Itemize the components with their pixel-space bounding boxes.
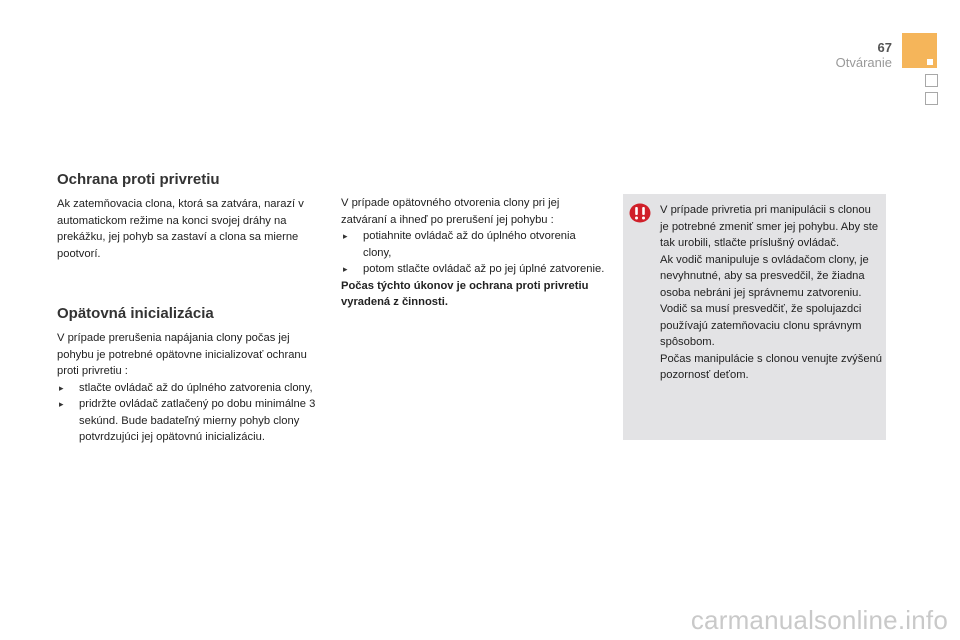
paragraph-reopening: V prípade opätovného otvorenia clony pri jej zatváraní a ihneď po prerušení jej pohybu :	[341, 197, 560, 226]
section-tab-active[interactable]	[902, 33, 937, 68]
list-item: ▸ stlačte ovládač až do úplného zatvorenia clony,	[57, 380, 320, 397]
page-number: 67	[877, 40, 892, 55]
paragraph-reinitialization: V prípade prerušenia napájania clony počas jej pohybu je potrebné opätovne inicializovať ochranu proti privretiu :	[57, 332, 307, 377]
bold-note: Počas týchto úkonov je ochrana proti privretiu vyradená z činnosti.	[341, 279, 589, 308]
warning-line: Vodič sa musí presvedčiť, že spolujazdci používajú zatemňovaciu clonu správnym spôsobom.	[660, 303, 862, 348]
tab-marker	[927, 59, 933, 65]
section-tab[interactable]	[925, 74, 938, 87]
warning-line: V prípade privretia pri manipulácii s clonou je potrebné zmeniť smer jej pohybu. Aby ste tak urobili, stlačte príslušný ovládač.	[660, 204, 879, 249]
left-column	[57, 170, 320, 446]
warning-line: Ak vodič manipuluje s ovládačom clony, je nevyhnutné, aby sa presvedčil, že žiadna osoba nebráni jej správnemu zatvoreniu.	[660, 253, 869, 299]
list-item: ▸ pridržte ovládač zatlačený po dobu minimálne 3 sekúnd. Bude badateľný mierny pohyb clony potvrdzujúci jej opätovnú inicializáciu.	[57, 396, 320, 446]
watermark: carmanualsonline.info	[690, 605, 948, 635]
list-item: ▸ potom stlačte ovládač až po jej úplné zatvorenie.	[341, 261, 606, 278]
reinitialization-steps	[57, 380, 320, 446]
section-title: Otváranie	[835, 55, 892, 70]
warning-line: Počas manipulácie s clonou venujte zvýšenú pozornosť deťom.	[660, 352, 883, 381]
reopening-steps	[341, 228, 606, 278]
warning-box	[623, 194, 886, 440]
middle-column	[341, 195, 606, 311]
section-tab[interactable]	[925, 92, 938, 105]
paragraph-anti-pinch: Ak zatemňovacia clona, ktorá sa zatvára, narazí v automatickom režime na konci svojej dráhy na prekážku, jej pohyb sa zastaví a clona sa mierne pootvorí.	[57, 198, 304, 260]
warning-exclamation-icon	[629, 203, 651, 223]
heading-anti-pinch: Ochrana proti privretiu	[57, 171, 220, 188]
list-item: ▸ potiahnite ovládač až do úplného otvorenia clony,	[341, 228, 606, 261]
heading-reinitialization: Opätovná inicializácia	[57, 305, 214, 322]
warning-text	[660, 202, 882, 384]
